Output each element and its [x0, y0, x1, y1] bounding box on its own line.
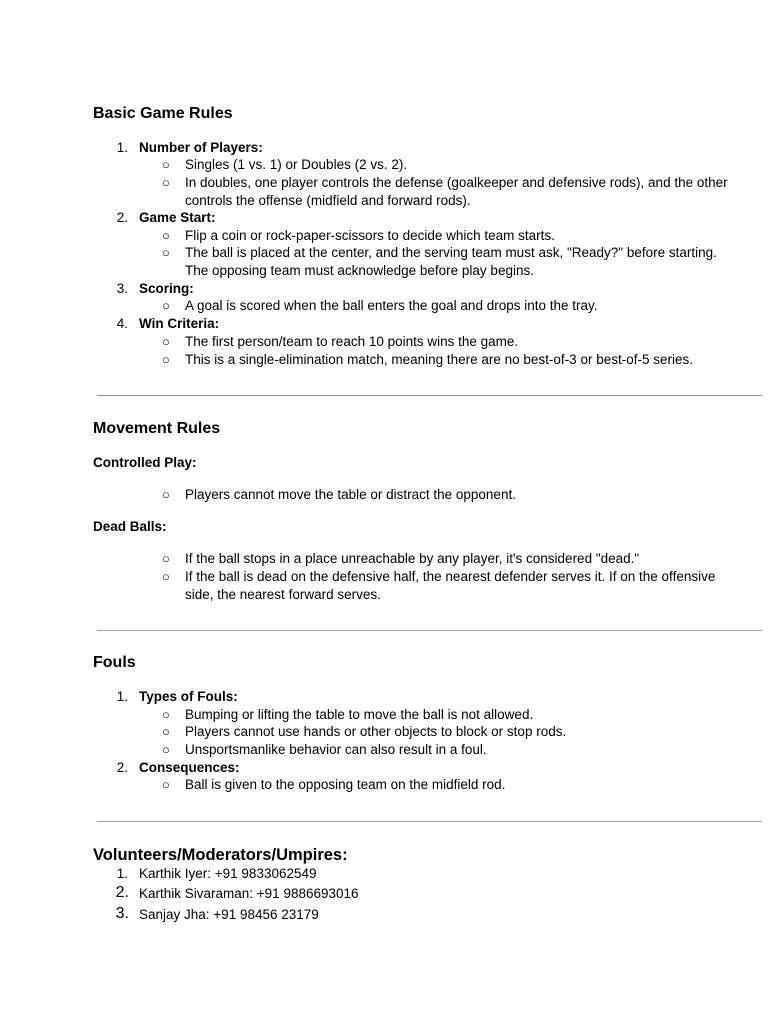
list-number: 4.	[116, 316, 128, 331]
bullet-marker: ○	[162, 742, 170, 757]
bullet-text: The ball is placed at the center, and the serving team must ask, "Ready?" before starting.	[185, 245, 717, 260]
item-label-number-of-players: Number of Players:	[139, 140, 263, 155]
list-number: 2.	[116, 760, 128, 775]
bullet-text: If the ball stops in a place unreachable by any player, it's considered "dead."	[185, 551, 640, 566]
list-number: 1.	[116, 866, 128, 881]
item-label-types-of-fouls: Types of Fouls:	[139, 689, 238, 704]
item-label-scoring: Scoring:	[139, 281, 194, 296]
bullet-marker: ○	[162, 352, 170, 367]
bullet-text: In doubles, one player controls the defense (goalkeeper and defensive rods), and the other	[185, 175, 728, 190]
bullet-text: Flip a coin or rock-paper-scissors to decide which team starts.	[185, 228, 555, 243]
item-label-game-start: Game Start:	[139, 210, 216, 225]
list-number: 3.	[115, 905, 129, 922]
bullet-marker: ○	[162, 724, 170, 739]
bullet-text: If the ball is dead on the defensive half, the nearest defender serves it. If on the offensive	[185, 569, 716, 584]
bullet-text-continued: controls the offense (midfield and forward rods).	[185, 193, 471, 208]
bullet-text: Players cannot move the table or distract the opponent.	[185, 487, 516, 502]
bullet-text: Players cannot use hands or other objects to block or stop rods.	[185, 724, 567, 739]
bullet-text: This is a single-elimination match, meaning there are no best-of-3 or best-of-5 series.	[185, 352, 693, 367]
bullet-text: Ball is given to the opposing team on the midfield rod.	[185, 777, 506, 792]
volunteer-contact: Karthik Sivaraman: +91 9886693016	[139, 886, 359, 901]
volunteer-contact: Sanjay Jha: +91 98456 23179	[139, 907, 319, 922]
bullet-text: Singles (1 vs. 1) or Doubles (2 vs. 2).	[185, 157, 408, 172]
list-number: 2.	[116, 210, 128, 225]
subhead-controlled-play: Controlled Play:	[93, 455, 197, 470]
bullet-text: The first person/team to reach 10 points wins the game.	[185, 334, 519, 349]
subhead-dead-balls: Dead Balls:	[93, 519, 167, 534]
bullet-marker: ○	[162, 245, 170, 260]
bullet-marker: ○	[162, 487, 170, 502]
list-number: 1.	[116, 689, 128, 704]
bullet-marker: ○	[162, 175, 170, 190]
bullet-marker: ○	[162, 334, 170, 349]
bullet-marker: ○	[162, 707, 170, 722]
section-title-basic: Basic Game Rules	[93, 105, 233, 122]
section-divider	[97, 821, 762, 822]
section-title-fouls: Fouls	[93, 654, 136, 671]
bullet-marker: ○	[162, 228, 170, 243]
bullet-text: Unsportsmanlike behavior can also result in a foul.	[185, 742, 487, 757]
bullet-text: Bumping or lifting the table to move the ball is not allowed.	[185, 707, 534, 722]
bullet-marker: ○	[162, 551, 170, 566]
section-title-movement: Movement Rules	[93, 420, 221, 437]
item-label-win-criteria: Win Criteria:	[139, 316, 220, 331]
bullet-text-continued: side, the nearest forward serves.	[185, 587, 381, 602]
list-number: 3.	[116, 281, 128, 296]
section-title-volunteers: Volunteers/Moderators/Umpires:	[93, 846, 348, 864]
bullet-text: A goal is scored when the ball enters the goal and drops into the tray.	[185, 298, 598, 313]
section-divider	[97, 630, 762, 631]
bullet-marker: ○	[162, 777, 170, 792]
item-label-consequences: Consequences:	[139, 760, 240, 775]
bullet-marker: ○	[162, 157, 170, 172]
list-number: 1.	[116, 140, 128, 155]
list-number: 2.	[115, 884, 129, 901]
bullet-text-continued: The opposing team must acknowledge before play begins.	[185, 263, 534, 278]
bullet-marker: ○	[162, 298, 170, 313]
section-divider	[97, 395, 762, 396]
bullet-marker: ○	[162, 569, 170, 584]
volunteer-contact: Karthik Iyer: +91 9833062549	[139, 866, 317, 881]
